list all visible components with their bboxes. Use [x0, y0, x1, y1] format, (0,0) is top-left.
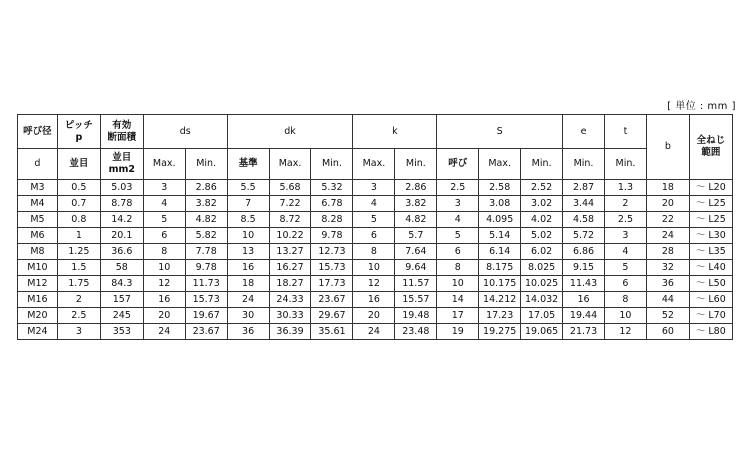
table-body — [18, 180, 733, 340]
header-pitch: ピッチ p — [57, 115, 100, 149]
cell-ds-max: 12 — [143, 276, 185, 292]
cell-dk-min: 15.73 — [311, 260, 353, 276]
header-t: t — [604, 115, 646, 149]
subheader-pitch: 並目 — [57, 149, 100, 180]
table-row — [18, 292, 733, 308]
cell-s-max: 5.14 — [479, 228, 521, 244]
cell-range: ～ L50 — [689, 276, 732, 292]
cell-p: 1 — [57, 228, 100, 244]
cell-ds-min: 11.73 — [185, 276, 227, 292]
cell-s-max: 2.58 — [479, 180, 521, 196]
cell-s-min: 8.025 — [521, 260, 563, 276]
cell-p: 1.5 — [57, 260, 100, 276]
cell-k-min: 7.64 — [395, 244, 437, 260]
cell-range: ～ L60 — [689, 292, 732, 308]
cell-k-max: 3 — [353, 180, 395, 196]
subheader-dk-min: Min. — [311, 149, 353, 180]
header-s: S — [437, 115, 563, 149]
cell-range: ～ L35 — [689, 244, 732, 260]
cell-s-nom: 8 — [437, 260, 479, 276]
cell-ds-max: 3 — [143, 180, 185, 196]
table-row — [18, 228, 733, 244]
cell-k-max: 10 — [353, 260, 395, 276]
cell-ds-min: 3.82 — [185, 196, 227, 212]
cell-dk-min: 29.67 — [311, 308, 353, 324]
subheader-s-max: Max. — [479, 149, 521, 180]
subheader-area: 並目 mm2 — [100, 149, 143, 180]
cell-a: 36.6 — [100, 244, 143, 260]
cell-ds-min: 19.67 — [185, 308, 227, 324]
cell-e-min: 11.43 — [563, 276, 605, 292]
cell-k-min: 19.48 — [395, 308, 437, 324]
cell-p: 0.7 — [57, 196, 100, 212]
cell-b: 60 — [646, 324, 689, 340]
table-row — [18, 276, 733, 292]
cell-s-min: 4.02 — [521, 212, 563, 228]
cell-s-max: 17.23 — [479, 308, 521, 324]
cell-s-max: 19.275 — [479, 324, 521, 340]
cell-k-min: 23.48 — [395, 324, 437, 340]
cell-k-min: 11.57 — [395, 276, 437, 292]
cell-s-min: 2.52 — [521, 180, 563, 196]
subheader-e-min: Min. — [563, 149, 605, 180]
cell-d: M4 — [18, 196, 58, 212]
cell-b: 20 — [646, 196, 689, 212]
cell-s-nom: 10 — [437, 276, 479, 292]
cell-s-min: 19.065 — [521, 324, 563, 340]
cell-dk-min: 23.67 — [311, 292, 353, 308]
table-row — [18, 212, 733, 228]
cell-t-min: 6 — [604, 276, 646, 292]
cell-p: 3 — [57, 324, 100, 340]
header-row-2 — [18, 149, 733, 180]
cell-ds-max: 5 — [143, 212, 185, 228]
cell-ds-max: 20 — [143, 308, 185, 324]
cell-dk-min: 8.28 — [311, 212, 353, 228]
cell-d: M24 — [18, 324, 58, 340]
cell-ds-min: 23.67 — [185, 324, 227, 340]
cell-dk-max: 8.72 — [269, 212, 311, 228]
header-k: k — [353, 115, 437, 149]
cell-b: 36 — [646, 276, 689, 292]
cell-range: ～ L20 — [689, 180, 732, 196]
cell-range: ～ L25 — [689, 196, 732, 212]
cell-d: M8 — [18, 244, 58, 260]
cell-ds-min: 2.86 — [185, 180, 227, 196]
header-dk: dk — [227, 115, 353, 149]
cell-e-min: 6.86 — [563, 244, 605, 260]
cell-e-min: 2.87 — [563, 180, 605, 196]
cell-dk-min: 35.61 — [311, 324, 353, 340]
cell-ds-max: 4 — [143, 196, 185, 212]
header-row-1 — [18, 115, 733, 149]
header-full-thread: 全ねじ 範囲 — [689, 115, 732, 180]
cell-s-max: 3.08 — [479, 196, 521, 212]
subheader-dk-max: Max. — [269, 149, 311, 180]
cell-a: 245 — [100, 308, 143, 324]
cell-dk-std: 24 — [227, 292, 269, 308]
cell-s-nom: 3 — [437, 196, 479, 212]
cell-s-nom: 17 — [437, 308, 479, 324]
cell-t-min: 10 — [604, 308, 646, 324]
subheader-ds-max: Max. — [143, 149, 185, 180]
cell-k-max: 20 — [353, 308, 395, 324]
cell-p: 2 — [57, 292, 100, 308]
subheader-k-min: Min. — [395, 149, 437, 180]
cell-k-min: 2.86 — [395, 180, 437, 196]
cell-k-max: 24 — [353, 324, 395, 340]
cell-p: 0.8 — [57, 212, 100, 228]
table-row — [18, 260, 733, 276]
cell-k-min: 4.82 — [395, 212, 437, 228]
cell-b: 52 — [646, 308, 689, 324]
header-nominal: 呼び径 — [18, 115, 58, 149]
table-row — [18, 196, 733, 212]
cell-ds-max: 6 — [143, 228, 185, 244]
cell-e-min: 4.58 — [563, 212, 605, 228]
table-row — [18, 308, 733, 324]
cell-k-max: 8 — [353, 244, 395, 260]
cell-k-min: 3.82 — [395, 196, 437, 212]
cell-dk-max: 30.33 — [269, 308, 311, 324]
cell-k-max: 5 — [353, 212, 395, 228]
cell-dk-max: 24.33 — [269, 292, 311, 308]
header-b: b — [646, 115, 689, 180]
cell-s-max: 6.14 — [479, 244, 521, 260]
cell-s-nom: 14 — [437, 292, 479, 308]
cell-b: 44 — [646, 292, 689, 308]
spec-table — [17, 114, 733, 340]
cell-dk-std: 7 — [227, 196, 269, 212]
cell-ds-min: 9.78 — [185, 260, 227, 276]
cell-dk-max: 18.27 — [269, 276, 311, 292]
cell-dk-std: 5.5 — [227, 180, 269, 196]
cell-dk-std: 18 — [227, 276, 269, 292]
cell-range: ～ L80 — [689, 324, 732, 340]
cell-s-max: 14.212 — [479, 292, 521, 308]
cell-k-max: 16 — [353, 292, 395, 308]
cell-dk-std: 10 — [227, 228, 269, 244]
cell-b: 32 — [646, 260, 689, 276]
cell-b: 28 — [646, 244, 689, 260]
cell-e-min: 16 — [563, 292, 605, 308]
cell-a: 84.3 — [100, 276, 143, 292]
cell-dk-std: 16 — [227, 260, 269, 276]
cell-s-min: 6.02 — [521, 244, 563, 260]
cell-a: 5.03 — [100, 180, 143, 196]
cell-e-min: 9.15 — [563, 260, 605, 276]
cell-p: 0.5 — [57, 180, 100, 196]
cell-dk-max: 16.27 — [269, 260, 311, 276]
cell-e-min: 3.44 — [563, 196, 605, 212]
cell-a: 58 — [100, 260, 143, 276]
cell-a: 14.2 — [100, 212, 143, 228]
header-e: e — [563, 115, 605, 149]
cell-t-min: 2 — [604, 196, 646, 212]
cell-t-min: 8 — [604, 292, 646, 308]
cell-d: M3 — [18, 180, 58, 196]
cell-s-min: 3.02 — [521, 196, 563, 212]
cell-dk-std: 8.5 — [227, 212, 269, 228]
header-area: 有効 断面積 — [100, 115, 143, 149]
cell-s-nom: 19 — [437, 324, 479, 340]
cell-dk-std: 30 — [227, 308, 269, 324]
subheader-d: d — [18, 149, 58, 180]
cell-p: 2.5 — [57, 308, 100, 324]
cell-t-min: 3 — [604, 228, 646, 244]
cell-ds-min: 4.82 — [185, 212, 227, 228]
cell-d: M20 — [18, 308, 58, 324]
cell-dk-max: 10.22 — [269, 228, 311, 244]
cell-dk-std: 13 — [227, 244, 269, 260]
cell-a: 157 — [100, 292, 143, 308]
cell-d: M16 — [18, 292, 58, 308]
table-row — [18, 324, 733, 340]
cell-k-min: 9.64 — [395, 260, 437, 276]
cell-d: M10 — [18, 260, 58, 276]
cell-k-max: 4 — [353, 196, 395, 212]
cell-dk-std: 36 — [227, 324, 269, 340]
cell-s-min: 14.032 — [521, 292, 563, 308]
cell-dk-min: 12.73 — [311, 244, 353, 260]
cell-ds-max: 8 — [143, 244, 185, 260]
cell-t-min: 1.3 — [604, 180, 646, 196]
cell-dk-min: 5.32 — [311, 180, 353, 196]
subheader-s-min: Min. — [521, 149, 563, 180]
subheader-dk-std: 基準 — [227, 149, 269, 180]
cell-s-nom: 6 — [437, 244, 479, 260]
cell-p: 1.75 — [57, 276, 100, 292]
cell-k-max: 12 — [353, 276, 395, 292]
cell-e-min: 5.72 — [563, 228, 605, 244]
cell-a: 20.1 — [100, 228, 143, 244]
cell-dk-max: 5.68 — [269, 180, 311, 196]
cell-e-min: 21.73 — [563, 324, 605, 340]
cell-t-min: 4 — [604, 244, 646, 260]
table-row — [18, 180, 733, 196]
cell-dk-max: 13.27 — [269, 244, 311, 260]
cell-b: 24 — [646, 228, 689, 244]
cell-t-min: 12 — [604, 324, 646, 340]
header-ds: ds — [143, 115, 227, 149]
cell-dk-min: 17.73 — [311, 276, 353, 292]
cell-b: 18 — [646, 180, 689, 196]
cell-s-max: 8.175 — [479, 260, 521, 276]
cell-range: ～ L40 — [689, 260, 732, 276]
unit-note: [ 単位 : mm ] — [667, 101, 736, 112]
cell-s-nom: 4 — [437, 212, 479, 228]
cell-range: ～ L30 — [689, 228, 732, 244]
cell-s-max: 4.095 — [479, 212, 521, 228]
cell-ds-min: 15.73 — [185, 292, 227, 308]
subheader-s-nom: 呼び — [437, 149, 479, 180]
cell-ds-max: 16 — [143, 292, 185, 308]
cell-ds-max: 10 — [143, 260, 185, 276]
cell-dk-min: 9.78 — [311, 228, 353, 244]
cell-a: 353 — [100, 324, 143, 340]
cell-ds-min: 7.78 — [185, 244, 227, 260]
cell-e-min: 19.44 — [563, 308, 605, 324]
cell-range: ～ L70 — [689, 308, 732, 324]
cell-s-nom: 5 — [437, 228, 479, 244]
cell-ds-max: 24 — [143, 324, 185, 340]
cell-dk-min: 6.78 — [311, 196, 353, 212]
cell-d: M6 — [18, 228, 58, 244]
cell-dk-max: 7.22 — [269, 196, 311, 212]
cell-t-min: 5 — [604, 260, 646, 276]
cell-s-min: 5.02 — [521, 228, 563, 244]
cell-p: 1.25 — [57, 244, 100, 260]
cell-s-max: 10.175 — [479, 276, 521, 292]
cell-dk-max: 36.39 — [269, 324, 311, 340]
subheader-t-min: Min. — [604, 149, 646, 180]
cell-k-max: 6 — [353, 228, 395, 244]
cell-k-min: 5.7 — [395, 228, 437, 244]
cell-s-min: 17.05 — [521, 308, 563, 324]
table-row — [18, 244, 733, 260]
cell-k-min: 15.57 — [395, 292, 437, 308]
subheader-k-max: Max. — [353, 149, 395, 180]
cell-b: 22 — [646, 212, 689, 228]
subheader-ds-min: Min. — [185, 149, 227, 180]
cell-ds-min: 5.82 — [185, 228, 227, 244]
cell-s-nom: 2.5 — [437, 180, 479, 196]
cell-range: ～ L25 — [689, 212, 732, 228]
cell-s-min: 10.025 — [521, 276, 563, 292]
cell-d: M12 — [18, 276, 58, 292]
cell-a: 8.78 — [100, 196, 143, 212]
cell-t-min: 2.5 — [604, 212, 646, 228]
cell-d: M5 — [18, 212, 58, 228]
